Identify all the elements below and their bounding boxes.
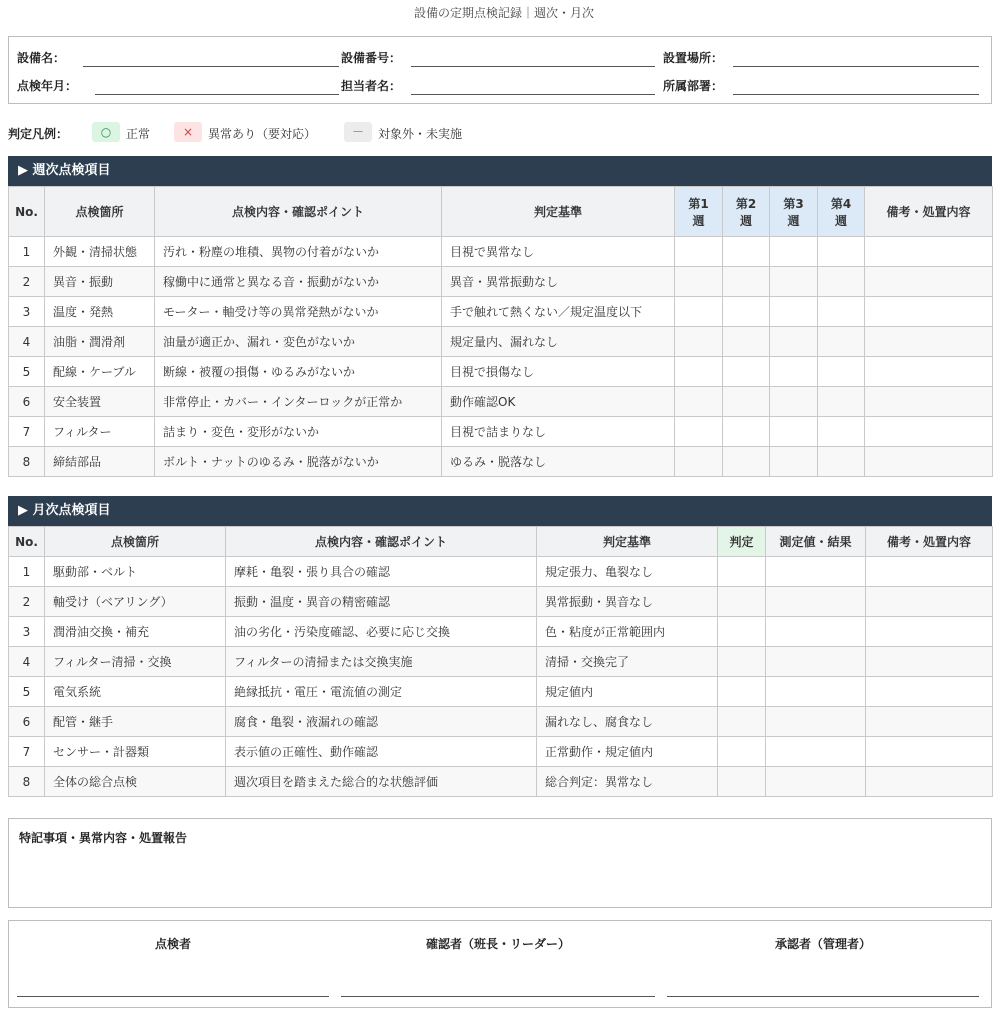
cell-week-2[interactable] [723, 267, 770, 297]
cell-remarks[interactable] [866, 617, 993, 647]
install-location-label: 設置場所： [663, 51, 724, 65]
signature-inspector-line[interactable] [17, 996, 329, 997]
signature-box [8, 920, 992, 1008]
inspection-month-label: 点検年月： [17, 79, 78, 93]
table-row [9, 557, 993, 587]
col-week-4-unit: 週 [834, 213, 847, 228]
legend-na-label: 対象外・未実施 [378, 127, 463, 141]
cell-content: 振動・温度・異音の精密確認 [226, 587, 537, 617]
cell-judge[interactable] [718, 677, 766, 707]
table-row [9, 767, 993, 797]
col-week-3-num: 第3 [783, 196, 804, 211]
cell-judge[interactable] [718, 767, 766, 797]
col-week-4-num: 第4 [830, 196, 852, 211]
special-notes-title: 特記事項・異常内容・処置報告 [19, 831, 188, 845]
col-week-2-unit: 週 [739, 213, 752, 228]
legend-ok-label: 正常 [126, 127, 151, 141]
cell-no: 7 [9, 737, 45, 767]
col-week-4 [818, 187, 865, 237]
inspection-month-line[interactable] [95, 94, 339, 95]
table-row [9, 587, 993, 617]
cell-remarks[interactable] [866, 737, 993, 767]
col-content: 点検内容・確認ポイント [155, 187, 442, 237]
signature-checker-line[interactable] [341, 996, 655, 997]
cell-location: 電気系統 [45, 677, 226, 707]
table-row [9, 237, 993, 267]
cell-week-4[interactable] [818, 267, 865, 297]
cell-content: 腐食・亀裂・液漏れの確認 [226, 707, 537, 737]
cell-criteria: 漏れなし、腐食なし [537, 707, 718, 737]
cell-remarks[interactable] [866, 647, 993, 677]
cell-remarks[interactable] [865, 417, 993, 447]
cell-location: 安全装置 [45, 387, 155, 417]
ok-circle-icon: ○ [92, 122, 120, 142]
cell-content: 絶縁抵抗・電圧・電流値の測定 [226, 677, 537, 707]
cell-remarks[interactable] [866, 557, 993, 587]
cell-location: センサー・計器類 [45, 737, 226, 767]
cell-no: 6 [9, 707, 45, 737]
cell-measure[interactable] [766, 707, 866, 737]
cell-remarks[interactable] [865, 237, 993, 267]
cell-content: 非常停止・カバー・インターロックが正常か [155, 387, 442, 417]
cell-location: 配線・ケーブル [45, 357, 155, 387]
cell-measure[interactable] [766, 767, 866, 797]
cell-week-1[interactable] [675, 327, 723, 357]
cell-measure[interactable] [766, 617, 866, 647]
cell-criteria: 動作確認OK [442, 387, 675, 417]
monthly-section-header: ▶ 月次点検項目 [8, 496, 992, 526]
cell-week-3[interactable] [770, 297, 818, 327]
equipment-info-box [8, 36, 992, 104]
table-row [9, 707, 993, 737]
cell-content: 稼働中に通常と異なる音・振動がないか [155, 267, 442, 297]
table-row [9, 447, 993, 477]
col-judge: 判定 [718, 527, 766, 557]
cell-remarks[interactable] [866, 677, 993, 707]
table-row [9, 387, 993, 417]
cell-judge[interactable] [718, 587, 766, 617]
cell-remarks[interactable] [865, 357, 993, 387]
cell-week-1[interactable] [675, 357, 723, 387]
col-criteria: 判定基準 [537, 527, 718, 557]
cell-measure[interactable] [766, 587, 866, 617]
cell-content: 表示値の正確性、動作確認 [226, 737, 537, 767]
cell-no: 8 [9, 447, 45, 477]
col-week-2 [723, 187, 770, 237]
cell-week-2[interactable] [723, 417, 770, 447]
cell-criteria: 手で触れて熱くない／規定温度以下 [442, 297, 675, 327]
cell-criteria: ゆるみ・脱落なし [442, 447, 675, 477]
page-title: 設備の定期点検記録｜週次・月次 [413, 6, 594, 20]
signature-checker[interactable] [341, 921, 655, 1009]
cell-criteria: 規定値内 [537, 677, 718, 707]
cell-remarks[interactable] [865, 387, 993, 417]
cell-content: 油の劣化・汚染度確認、必要に応じ交換 [226, 617, 537, 647]
col-content: 点検内容・確認ポイント [226, 527, 537, 557]
col-week-1 [675, 187, 723, 237]
cell-remarks[interactable] [866, 587, 993, 617]
cell-measure[interactable] [766, 677, 866, 707]
table-row [9, 297, 993, 327]
table-row [9, 357, 993, 387]
cell-location: 異音・振動 [45, 267, 155, 297]
col-measure: 測定値・結果 [766, 527, 866, 557]
cell-measure[interactable] [766, 737, 866, 767]
cell-no: 1 [9, 237, 45, 267]
table-row [9, 647, 993, 677]
cell-week-3[interactable] [770, 267, 818, 297]
signature-approver-line[interactable] [667, 996, 979, 997]
department-field[interactable] [663, 73, 985, 97]
cell-criteria: 清掃・交換完了 [537, 647, 718, 677]
cell-criteria: 異音・異常振動なし [442, 267, 675, 297]
col-location: 点検箇所 [45, 527, 226, 557]
cell-no: 2 [9, 587, 45, 617]
table-row [9, 737, 993, 767]
department-line[interactable] [733, 94, 979, 95]
cell-week-3[interactable] [770, 327, 818, 357]
col-week-3 [770, 187, 818, 237]
department-label: 所属部署： [663, 79, 724, 93]
judgment-legend [8, 120, 992, 144]
cell-week-1[interactable] [675, 267, 723, 297]
cell-week-3[interactable] [770, 417, 818, 447]
col-no: No. [9, 527, 45, 557]
cell-remarks[interactable] [866, 707, 993, 737]
inspector-name-line[interactable] [411, 94, 655, 95]
cell-judge[interactable] [718, 737, 766, 767]
cell-week-4[interactable] [818, 447, 865, 477]
install-location-line[interactable] [733, 66, 979, 67]
cell-location: 温度・発熱 [45, 297, 155, 327]
legend-title: 判定凡例： [8, 127, 69, 141]
cell-location: フィルター [45, 417, 155, 447]
signature-inspector-label: 点検者 [154, 937, 191, 951]
col-no: No. [9, 187, 45, 237]
col-remarks: 備考・処置内容 [865, 187, 993, 237]
cell-judge[interactable] [718, 707, 766, 737]
col-criteria: 判定基準 [442, 187, 675, 237]
signature-inspector[interactable] [17, 921, 329, 1009]
equipment-number-line[interactable] [411, 66, 655, 67]
cell-week-4[interactable] [818, 417, 865, 447]
col-remarks: 備考・処置内容 [866, 527, 993, 557]
cell-week-2[interactable] [723, 297, 770, 327]
cell-measure[interactable] [766, 647, 866, 677]
cell-content: 摩耗・亀裂・張り具合の確認 [226, 557, 537, 587]
cell-content: ボルト・ナットのゆるみ・脱落がないか [155, 447, 442, 477]
cell-criteria: 目視で損傷なし [442, 357, 675, 387]
cell-criteria: 規定張力、亀裂なし [537, 557, 718, 587]
cell-remarks[interactable] [865, 447, 993, 477]
cell-no: 3 [9, 617, 45, 647]
cell-week-1[interactable] [675, 417, 723, 447]
cell-criteria: 規定量内、漏れなし [442, 327, 675, 357]
cell-location: 油脂・潤滑剤 [45, 327, 155, 357]
cell-week-4[interactable] [818, 327, 865, 357]
equipment-name-field[interactable] [17, 45, 337, 69]
cell-judge[interactable] [718, 617, 766, 647]
special-notes-box[interactable] [8, 818, 992, 908]
cell-no: 4 [9, 647, 45, 677]
col-week-1-num: 第1 [688, 196, 709, 211]
table-row [9, 417, 993, 447]
cell-criteria: 目視で異常なし [442, 237, 675, 267]
monthly-header-row [9, 527, 993, 557]
col-week-1-unit: 週 [692, 213, 705, 228]
signature-checker-label: 確認者（班長・リーダー） [425, 937, 570, 951]
equipment-number-label: 設備番号： [341, 51, 402, 65]
table-row [9, 617, 993, 647]
cell-week-4[interactable] [818, 387, 865, 417]
signature-approver-label: 承認者（管理者） [774, 937, 871, 951]
equipment-number-field[interactable] [341, 45, 661, 69]
cell-remarks[interactable] [865, 267, 993, 297]
cell-no: 4 [9, 327, 45, 357]
na-dash-icon: － [344, 122, 372, 142]
cell-remarks[interactable] [865, 297, 993, 327]
cell-week-4[interactable] [818, 357, 865, 387]
cell-location: 軸受け（ベアリング） [45, 587, 226, 617]
cell-content: 油量が適正か、漏れ・変色がないか [155, 327, 442, 357]
cell-location: 外観・清掃状態 [45, 237, 155, 267]
cell-no: 3 [9, 297, 45, 327]
legend-ng-label: 異常あり（要対応） [208, 127, 317, 141]
info-row-2 [9, 73, 993, 97]
inspection-month-field[interactable] [17, 73, 337, 97]
cell-week-2[interactable] [723, 327, 770, 357]
weekly-section-header: ▶ 週次点検項目 [8, 156, 992, 186]
cell-week-3[interactable] [770, 357, 818, 387]
cell-criteria: 目視で詰まりなし [442, 417, 675, 447]
weekly-inspection-table [8, 186, 993, 477]
monthly-inspection-table [8, 526, 993, 797]
cell-remarks[interactable] [865, 327, 993, 357]
install-location-field[interactable] [663, 45, 985, 69]
cell-week-3[interactable] [770, 447, 818, 477]
ng-cross-icon: × [174, 122, 202, 142]
cell-week-1[interactable] [675, 447, 723, 477]
inspector-name-label: 担当者名： [341, 79, 402, 93]
cell-week-4[interactable] [818, 237, 865, 267]
cell-no: 2 [9, 267, 45, 297]
cell-location: 全体の総合点検 [45, 767, 226, 797]
equipment-name-line[interactable] [83, 66, 339, 67]
signature-approver[interactable] [667, 921, 979, 1009]
cell-week-2[interactable] [723, 387, 770, 417]
cell-content: 詰まり・変色・変形がないか [155, 417, 442, 447]
cell-week-3[interactable] [770, 387, 818, 417]
cell-no: 5 [9, 357, 45, 387]
cell-no: 1 [9, 557, 45, 587]
cell-location: 配管・継手 [45, 707, 226, 737]
cell-judge[interactable] [718, 557, 766, 587]
cell-location: フィルター清掃・交換 [45, 647, 226, 677]
table-row [9, 327, 993, 357]
cell-criteria: 色・粘度が正常範囲内 [537, 617, 718, 647]
inspector-name-field[interactable] [341, 73, 661, 97]
weekly-header-row [9, 187, 993, 237]
cell-criteria: 正常動作・規定値内 [537, 737, 718, 767]
cell-location: 締結部品 [45, 447, 155, 477]
cell-criteria: 異常振動・異音なし [537, 587, 718, 617]
cell-content: 週次項目を踏まえた総合的な状態評価 [226, 767, 537, 797]
cell-week-2[interactable] [723, 447, 770, 477]
cell-measure[interactable] [766, 557, 866, 587]
cell-no: 5 [9, 677, 45, 707]
cell-week-1[interactable] [675, 237, 723, 267]
cell-content: フィルターの清掃または交換実施 [226, 647, 537, 677]
cell-no: 6 [9, 387, 45, 417]
cell-remarks[interactable] [866, 767, 993, 797]
equipment-name-label: 設備名： [17, 51, 66, 65]
cell-location: 駆動部・ベルト [45, 557, 226, 587]
info-row-1 [9, 45, 993, 69]
cell-week-1[interactable] [675, 297, 723, 327]
cell-week-2[interactable] [723, 237, 770, 267]
cell-week-1[interactable] [675, 387, 723, 417]
cell-no: 8 [9, 767, 45, 797]
cell-content: 汚れ・粉塵の堆積、異物の付着がないか [155, 237, 442, 267]
cell-content: 断線・被覆の損傷・ゆるみがないか [155, 357, 442, 387]
col-week-2-num: 第2 [735, 196, 757, 211]
col-week-3-unit: 週 [787, 213, 800, 228]
cell-week-2[interactable] [723, 357, 770, 387]
col-location: 点検箇所 [45, 187, 155, 237]
table-row [9, 267, 993, 297]
cell-week-4[interactable] [818, 297, 865, 327]
cell-location: 潤滑油交換・補充 [45, 617, 226, 647]
cell-criteria: 総合判定：異常なし [537, 767, 718, 797]
cell-content: モーター・軸受け等の異常発熱がないか [155, 297, 442, 327]
table-row [9, 677, 993, 707]
cell-no: 7 [9, 417, 45, 447]
cell-week-3[interactable] [770, 237, 818, 267]
cell-judge[interactable] [718, 647, 766, 677]
